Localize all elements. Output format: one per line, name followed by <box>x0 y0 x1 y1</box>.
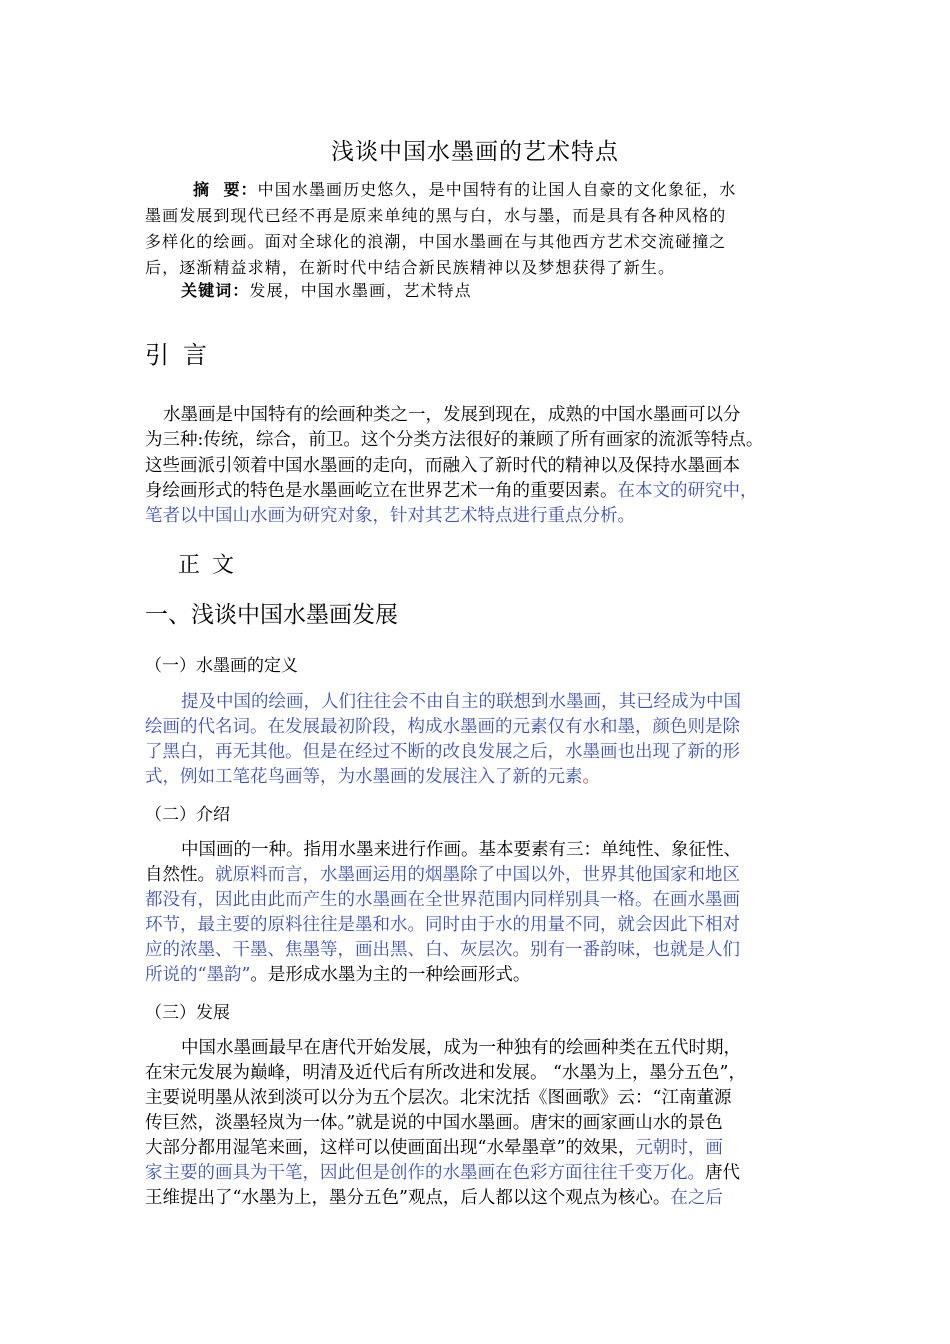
sub1-line-3: 了黑白，再无其他。但是在经过不断的改良发展之后，水墨画也出现了新的形 <box>145 742 740 762</box>
sub1-line-4-text: 式，例如工笔花鸟画等，为水墨画的发展注入了新的元素 <box>145 767 583 787</box>
sub1-line-4-end: 。 <box>582 767 600 787</box>
sub3-line-6-end: 唐代 <box>705 1163 740 1183</box>
abstract-line-4: 后，逐渐精益求精，在新时代中结合新民族精神以及梦想获得了新生。 <box>145 258 676 277</box>
sub3-line-7-text: 王维提出了“水墨为上，墨分五色”观点，后人都以这个观点为核心。 <box>145 1188 671 1208</box>
abstract-text-1: 中国水墨画历史悠久，是中国特有的让国人自豪的文化象征，水 <box>257 180 737 199</box>
abstract-line-1 <box>193 177 736 200</box>
subsection-3-heading: （三）发展 <box>145 1003 230 1023</box>
sub3-line-7 <box>145 1184 723 1209</box>
sub3-line-7-highlight: 在之后 <box>670 1188 723 1208</box>
sub3-line-5 <box>145 1134 723 1159</box>
intro-line-3: 这些画派引领着中国水墨画的走向，而融入了新时代的精神以及保持水墨画本 <box>145 456 740 476</box>
abstract-line-2: 墨画发展到现代已经不再是原来单纯的黑与白，水与墨，而是具有各种风格的 <box>145 206 727 225</box>
page-title: 浅谈中国水墨画的艺术特点 <box>331 139 619 165</box>
sub2-line-4: 环节，最主要的原料往往是墨和水。同时由于水的用量不同，就会因此下相对 <box>145 915 740 935</box>
sub1-line-1: 提及中国的绘画，人们往往会不由自主的联想到水墨画，其已经成为中国 <box>181 692 741 712</box>
subsection-2-heading: （二）介绍 <box>145 805 230 825</box>
intro-heading: 引言 <box>145 341 221 369</box>
sub1-line-4 <box>145 763 600 788</box>
sub3-line-2: 在宋元发展为巅峰，明清及近代后有所改进和发展。 “水墨为上，墨分五色”， <box>145 1063 746 1083</box>
intro-line-4-highlight: 在本文的研究中， <box>617 481 758 501</box>
sub2-line-2-highlight: 就原料而言，水墨画运用的烟墨除了中国以外，世界其他国家和地区 <box>215 865 740 885</box>
abstract-label: 摘 要： <box>193 180 258 199</box>
sub2-line-5-text: 应的浓墨、干墨、焦墨等，画出黑、白、灰层次。 <box>145 940 530 960</box>
sub2-line-6-text: 所说的“墨韵” <box>145 965 251 985</box>
sub3-line-4: 传巨然，淡墨轻岚为一体。”就是说的中国水墨画。唐宋的画家画山水的景色 <box>145 1113 723 1133</box>
sub3-line-3: 主要说明墨从浓到淡可以分为五个层次。北宋沈括《图画歌》云：“江南董源 <box>145 1088 732 1108</box>
keywords-label: 关键词： <box>181 281 250 300</box>
section-1-heading: 一、浅谈中国水墨画发展 <box>145 602 398 628</box>
sub2-line-6-end: 。是形成水墨为主的一种绘画形式。 <box>250 965 531 985</box>
body-heading: 正文 <box>178 553 247 578</box>
abstract-line-3: 多样化的绘画。面对全球化的浪潮，中国水墨画在与其他西方艺术交流碰撞之 <box>145 232 727 251</box>
sub3-line-6 <box>145 1159 740 1184</box>
sub2-line-2-text: 自然性。 <box>145 865 215 885</box>
sub3-line-6-text: 家主要的画具为干笔，因此但是创作的水墨画在色彩方面往往千变万化。 <box>145 1163 705 1183</box>
keywords-text: 发展，中国水墨画，艺术特点 <box>249 281 472 300</box>
keywords-line <box>181 278 472 301</box>
sub3-line-5-text: 大部分都用湿笔来画，这样可以使画面出现“水晕墨章”的效果， <box>145 1138 636 1158</box>
intro-line-1: 水墨画是中国特有的绘画种类之一，发展到现在，成熟的中国水墨画可以分 <box>163 405 741 425</box>
sub2-line-6 <box>145 961 530 986</box>
sub2-line-5-highlight: 别有一番韵味，也就是人们 <box>530 940 740 960</box>
sub3-line-5-highlight: 元朝时，画 <box>635 1138 723 1158</box>
sub2-line-2 <box>145 861 740 886</box>
sub2-line-3: 都没有，因此由此而产生的水墨画在全世界范围内同样别具一格。在画水墨画 <box>145 890 740 910</box>
subsection-1-heading: （一）水墨画的定义 <box>145 656 298 676</box>
intro-line-4 <box>145 477 758 502</box>
sub3-line-1: 中国水墨画最早在唐代开始发展，成为一种独有的绘画种类在五代时期， <box>181 1038 741 1058</box>
intro-line-5: 笔者以中国山水画为研究对象，针对其艺术特点进行重点分析。 <box>145 506 635 526</box>
sub2-line-1: 中国画的一种。指用水墨来进行作画。基本要素有三：单纯性、象征性、 <box>181 840 741 860</box>
sub2-line-5 <box>145 936 740 961</box>
intro-line-2: 为三种:传统，综合，前卫。这个分类方法很好的兼顾了所有画家的流派等特点。 <box>145 430 764 450</box>
intro-line-4-text: 身绘画形式的特色是水墨画屹立在世界艺术一角的重要因素。 <box>145 481 618 501</box>
sub1-line-2: 绘画的代名词。在发展最初阶段，构成水墨画的元素仅有水和墨，颜色则是除 <box>145 717 740 737</box>
